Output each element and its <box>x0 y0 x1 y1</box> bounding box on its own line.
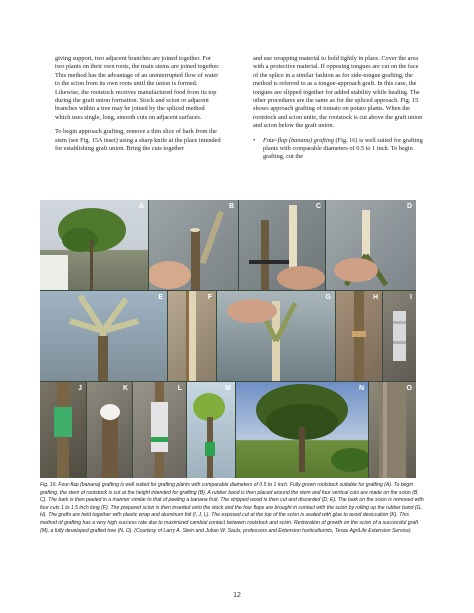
bullet-term: Four-flap (banana) grafting <box>263 136 334 144</box>
foil-wrapped-graft-image <box>133 382 186 478</box>
panel-label-h: H <box>372 294 378 301</box>
prepared-scion-image <box>168 291 216 381</box>
panel-label-f: F <box>207 294 212 301</box>
panel-label-d: D <box>406 203 412 210</box>
foil-wrap-image <box>383 291 416 381</box>
photo-panel-i <box>383 291 416 381</box>
panel-label-e: E <box>158 294 163 301</box>
photo-panel-g <box>217 291 335 381</box>
sealed-top-image <box>87 382 132 478</box>
tree-sapling-image <box>40 200 148 290</box>
photo-panel-m <box>187 382 235 478</box>
scion-inserted-image <box>217 291 335 381</box>
photo-panel-a <box>40 200 148 290</box>
grafted-trunk-image <box>369 382 416 478</box>
peeled-bark-image <box>326 200 416 290</box>
panel-label-g: G <box>325 294 331 301</box>
photo-panel-h <box>336 291 382 381</box>
photo-panel-l <box>133 382 186 478</box>
panel-label-o: O <box>406 385 412 392</box>
left-text-column <box>55 55 221 159</box>
photo-figure <box>40 200 416 478</box>
scion-cuts-image <box>239 200 325 290</box>
bullet-content <box>263 137 423 162</box>
panel-label-b: B <box>228 203 234 210</box>
panel-label-a: A <box>138 203 144 210</box>
bullet-marker: • <box>253 136 256 144</box>
photo-panel-c <box>239 200 325 290</box>
photo-panel-j <box>40 382 86 478</box>
stripped-stock-flaps-image <box>40 291 167 381</box>
right-text-column <box>253 55 423 162</box>
page-number: 12 <box>233 592 241 599</box>
grafted-tree-image <box>236 382 368 478</box>
figure-caption: Fig. 16. Four-flap (banana) grafting is well suited for grafting plants with comparable diameters of 0.5 to 1 inch. Fully grown rootstock suitable for grafting (A). To begin grafting, the stem of rootstock is cut at the height intended for grafting (B). A rubber band is then placed around the stem and four vertical cuts are made on the scion (B, C). The bark is then peeled in a manner similar to that of peeling a banana fruit. The stripped wood is then cut and discarded (D, E). The bark on the scion is removed with four cuts 1 to 1.5 inch long (F). The prepared scion is then inserted onto the stock and the four flaps are brought in contact with the scion by rolling up the rubber band (G, H). The grafts are held together with plastic wrap and aluminum foil (I, J, L). The exposed cut at the top of the scion is sealed with glue to avoid desiccation (K). This method of grafting has a very high success rate due to maximized cambial contact between rootstock and scion. Restoration of growth on the scion of a successful graft (M), a fully developed grafted tree (N, O). (Courtesy of Larry A. Stein and Julian W. Sauls, professors and Extension horticulturists, Texas AgriLife Extension Service) <box>40 482 424 534</box>
panel-label-j: J <box>78 385 82 392</box>
panel-label-i: I <box>410 294 412 301</box>
left-paragraph-2: To begin approach grafting, remove a thin slice of bark from the stem (see Fig. 15A inset) using a sharp knife at the place intended for establishing graft union. Bring the cuts together <box>55 128 221 153</box>
cut-stem-image <box>149 200 238 290</box>
photo-panel-n <box>236 382 368 478</box>
panel-label-l: L <box>177 385 182 392</box>
left-paragraph-1: giving support, two adjacent branches are joined together. For two plants on their own roots, the main stems are joined together. This method has the advantage of an uninterrupted flow of water to the scion from its own roots until the union is formed. Likewise, the rootstock receives manufactured food from its top during the graft union formation. Stock and scion or adjacent branches within a tree may be joined by the spliced method which uses single, long, smooth cuts on adjacent surfaces. <box>55 55 220 121</box>
panel-label-k: K <box>122 385 128 392</box>
photo-panel-k <box>87 382 132 478</box>
rubber-band-rolled-image <box>336 291 382 381</box>
photo-panel-e <box>40 291 167 381</box>
panel-label-n: N <box>358 385 364 392</box>
right-paragraph-1: and use wrapping material to hold tightly in place. Cover the area with a protective material. If opposing tongues are cut on the face of the splice in a similar fashion as for side-tongue grafting, the method is referred to as a tongue-approach graft. In this case, the tongues are slipped together for added stability while healing. The other procedures are the same as for the spliced approach. Fig. 15 shows approach grafting of tomato on potato plants. When the rootstock and scion unite, the rootstock is cut above the graft union and scion below the graft union. <box>253 55 423 130</box>
bullet-item <box>253 137 423 162</box>
panel-label-c: C <box>315 203 321 210</box>
plastic-wrap-image <box>40 382 86 478</box>
photo-panel-d <box>326 200 416 290</box>
bullet-text: (Fig. 16) is well suited for grafting plants with comparable diameters of 0.5 to 1 inch. To begin grafting, cut the <box>263 136 423 161</box>
new-growth-image <box>187 382 235 478</box>
photo-panel-o <box>369 382 416 478</box>
photo-panel-b <box>149 200 238 290</box>
panel-label-m: M <box>225 385 231 392</box>
photo-panel-f <box>168 291 216 381</box>
